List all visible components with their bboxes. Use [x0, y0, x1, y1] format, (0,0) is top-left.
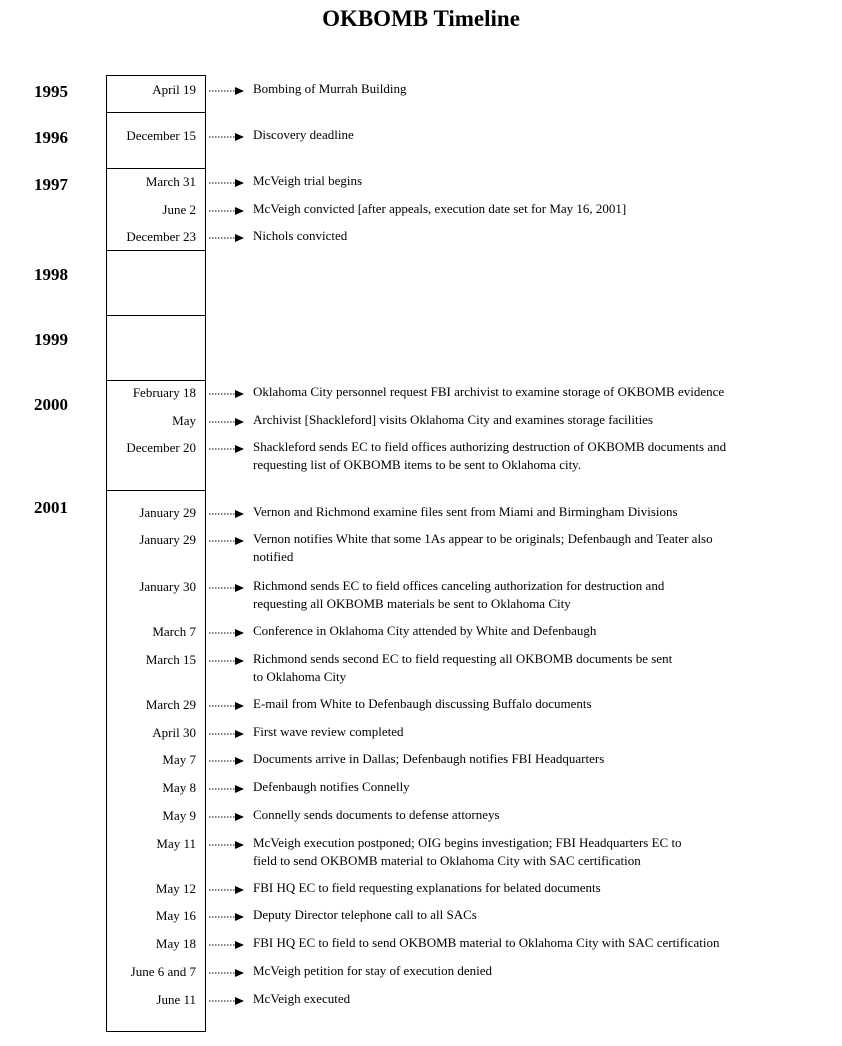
event-text: Vernon and Richmond examine files sent from Miami and Birmingham Divisions — [253, 504, 678, 519]
arrow-icon — [209, 628, 245, 638]
year-label: 1998 — [34, 265, 68, 284]
arrow-icon — [209, 968, 245, 978]
event-date: June 11 — [156, 992, 196, 1007]
event-text: requesting list of OKBOMB items to be sent to Oklahoma city. — [253, 457, 582, 472]
event-date: March 15 — [145, 652, 196, 667]
event-date: December 15 — [126, 128, 196, 143]
arrow-icon — [209, 996, 245, 1006]
event-text: E-mail from White to Defenbaugh discussing Buffalo documents — [253, 696, 592, 711]
arrow-icon — [209, 509, 245, 519]
event-date: June 2 — [162, 202, 196, 217]
arrow-icon — [209, 417, 245, 427]
arrow-icon — [209, 912, 245, 922]
event-text: FBI HQ EC to field to send OKBOMB material to Oklahoma City with SAC certification — [253, 935, 720, 950]
event-date: March 29 — [145, 697, 196, 712]
event-text: FBI HQ EC to field requesting explanations for belated documents — [253, 880, 601, 895]
year-label: 2001 — [34, 498, 68, 517]
year-box — [106, 315, 206, 381]
event-text: Conference in Oklahoma City attended by White and Defenbaugh — [253, 623, 597, 638]
event-text: McVeigh petition for stay of execution denied — [253, 963, 492, 978]
event-text: McVeigh trial begins — [253, 173, 363, 188]
arrow-icon — [209, 729, 245, 739]
event-date: May 18 — [155, 936, 196, 951]
event-date: December 20 — [126, 440, 196, 455]
arrow-icon — [209, 132, 245, 142]
year-label: 1996 — [34, 128, 68, 147]
event-text: McVeigh execution postponed; OIG begins investigation; FBI Headquarters EC to — [253, 835, 682, 850]
year-label: 1999 — [34, 330, 68, 349]
event-date: May 11 — [156, 836, 196, 851]
event-text: Documents arrive in Dallas; Defenbaugh notifies FBI Headquarters — [253, 751, 605, 766]
event-date: June 6 and 7 — [130, 964, 196, 979]
event-date: January 29 — [139, 505, 196, 520]
event-text: Oklahoma City personnel request FBI archivist to examine storage of OKBOMB evidence — [253, 384, 725, 399]
event-text: Archivist [Shackleford] visits Oklahoma City and examines storage facilities — [253, 412, 654, 427]
arrow-icon — [209, 784, 245, 794]
arrow-icon — [209, 536, 245, 546]
arrow-icon — [209, 583, 245, 593]
event-date: February 18 — [132, 385, 196, 400]
event-date: May — [172, 413, 196, 428]
event-date: May 12 — [155, 881, 196, 896]
event-date: May 7 — [162, 752, 196, 767]
event-text: Shackleford sends EC to field offices authorizing destruction of OKBOMB documents and — [253, 439, 727, 454]
page-title: OKBOMB Timeline — [322, 6, 520, 31]
event-text: McVeigh executed — [253, 991, 351, 1006]
arrow-icon — [209, 840, 245, 850]
event-text: Discovery deadline — [253, 127, 354, 142]
event-date: April 19 — [152, 82, 196, 97]
event-text: Vernon notifies White that some 1As appear to be originals; Defenbaugh and Teater also — [253, 531, 713, 546]
arrow-icon — [209, 885, 245, 895]
arrow-icon — [209, 812, 245, 822]
event-text: notified — [253, 549, 294, 564]
event-text: First wave review completed — [253, 724, 404, 739]
event-text: Richmond sends EC to field offices canceling authorization for destruction and — [253, 578, 665, 593]
event-text: to Oklahoma City — [253, 669, 347, 684]
event-text: field to send OKBOMB material to Oklahoma City with SAC certification — [253, 853, 641, 868]
year-label: 2000 — [34, 395, 68, 414]
event-date: May 8 — [162, 780, 196, 795]
event-date: January 30 — [139, 579, 196, 594]
event-date: December 23 — [126, 229, 196, 244]
arrow-icon — [209, 756, 245, 766]
event-date: March 31 — [145, 174, 196, 189]
event-date: January 29 — [139, 532, 196, 547]
event-text: requesting all OKBOMB materials be sent to Oklahoma City — [253, 596, 571, 611]
arrow-icon — [209, 86, 245, 96]
arrow-icon — [209, 233, 245, 243]
event-text: Defenbaugh notifies Connelly — [253, 779, 410, 794]
year-box — [106, 250, 206, 316]
year-label: 1997 — [34, 175, 68, 194]
arrow-icon — [209, 178, 245, 188]
event-text: Richmond sends second EC to field requesting all OKBOMB documents be sent — [253, 651, 673, 666]
event-date: April 30 — [152, 725, 196, 740]
year-label: 1995 — [34, 82, 68, 101]
arrow-icon — [209, 444, 245, 454]
event-date: March 7 — [152, 624, 196, 639]
event-text: McVeigh convicted [after appeals, execution date set for May 16, 2001] — [253, 201, 627, 216]
event-text: Bombing of Murrah Building — [253, 81, 407, 96]
event-date: May 16 — [155, 908, 196, 923]
arrow-icon — [209, 206, 245, 216]
arrow-icon — [209, 701, 245, 711]
arrow-icon — [209, 389, 245, 399]
arrow-icon — [209, 656, 245, 666]
event-date: May 9 — [162, 808, 196, 823]
event-text: Nichols convicted — [253, 228, 348, 243]
event-text: Connelly sends documents to defense attorneys — [253, 807, 500, 822]
event-text: Deputy Director telephone call to all SACs — [253, 907, 477, 922]
arrow-icon — [209, 940, 245, 950]
